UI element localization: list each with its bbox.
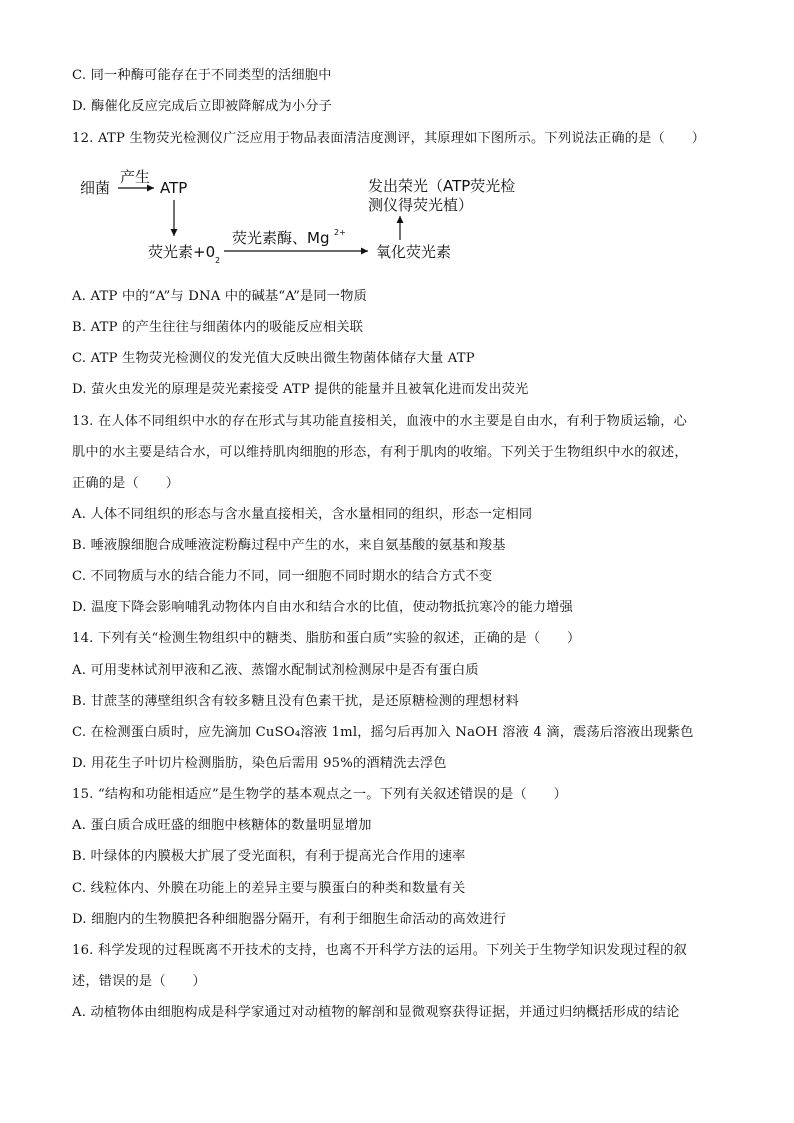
q12-option-b: B. ATP 的产生往往与细菌体内的吸能反应相关联 — [72, 320, 364, 335]
atp-luciferase-diagram — [72, 160, 632, 270]
q13-option-d: D. 温度下降会影响哺乳动物体内自由水和结合水的比值，使动物抵抗寒冷的能力增强 — [72, 600, 574, 615]
q16-option-a: A. 动植物体由细胞构成是科学家通过对动植物的解剖和显微观察获得证据，并通过归纳概括形成的结论 — [72, 1005, 680, 1020]
q13-stem-line1: 13. 在人体不同组织中水的存在形式与其功能直接相关，血液中的水主要是自由水，有利于物质运输，心 — [72, 414, 688, 429]
diagram-oxidized: 氧化荧光素 — [376, 243, 452, 261]
q14-stem: 14. 下列有关“检测生物组织中的糖类、脂肪和蛋白质”实验的叙述，正确的是（ ） — [72, 631, 581, 646]
q14-option-d: D. 用花生子叶切片检测脂肪，染色后需用 95%的酒精洗去浮色 — [72, 756, 447, 771]
q12-option-c: C. ATP 生物荧光检测仪的发光值大反映出微生物菌体储存大量 ATP — [72, 351, 475, 366]
q13-option-b: B. 唾液腺细胞合成唾液淀粉酶过程中产生的水，来自氨基酸的氨基和羧基 — [72, 538, 506, 553]
q13-option-a: A. 人体不同组织的形态与含水量直接相关，含水量相同的组织，形态一定相同 — [72, 507, 533, 522]
diagram-atp: ATP — [160, 179, 188, 197]
q15-option-c: C. 线粒体内、外膜在功能上的差异主要与膜蛋白的种类和数量有关 — [72, 881, 466, 896]
diagram-mg-sup: 2+ — [334, 228, 346, 237]
diagram-produce: 产生 — [120, 168, 151, 186]
q13-stem-line2: 肌中的水主要是结合水，可以维持肌肉细胞的形态，有利于肌肉的收缩。下列关于生物组织中水的叙述， — [72, 445, 688, 460]
diagram-luciferin: 荧光素+0 — [148, 243, 216, 261]
q15-option-b: B. 叶绿体的内膜极大扩展了受光面积，有利于提高光合作用的速率 — [72, 849, 466, 864]
q11-option-c: C. 同一种酶可能存在于不同类型的活细胞中 — [72, 68, 332, 83]
q15-stem: 15. “结构和功能相适应”是生物学的基本观点之一。下列有关叙述错误的是（ ） — [72, 787, 568, 802]
diagram-o2-sub: 2 — [215, 256, 221, 265]
q15-option-d: D. 细胞内的生物膜把各种细胞器分隔开，有利于细胞生命活动的高效进行 — [72, 912, 507, 927]
diagram-bacteria: 细菌 — [80, 179, 111, 197]
q13-option-c: C. 不同物质与水的结合能力不同，同一细胞不同时期水的结合方式不变 — [72, 569, 493, 584]
q12-option-a: A. ATP 中的“A”与 DNA 中的碱基“A”是同一物质 — [72, 289, 367, 304]
q14-option-b: B. 甘蔗茎的薄壁组织含有较多糖且没有色素干扰，是还原糖检测的理想材料 — [72, 694, 520, 709]
diagram-enzyme: 荧光素酶、Mg — [232, 229, 330, 247]
q12-stem: 12. ATP 生物荧光检测仪广泛应用于物品表面清洁度测评，其原理如下图所示。下列说法正确的是（ ） — [72, 131, 706, 146]
diagram-emit-line2: 测仪得荧光植） — [368, 196, 474, 214]
q14-option-c: C. 在检测蛋白质时，应先滴加 CuSO₄溶液 1ml，摇匀后再加入 NaOH 溶液 4 滴，震荡后溶液出现紫色 — [72, 725, 694, 740]
q12-option-d: D. 萤火虫发光的原理是荧光素接受 ATP 提供的能量并且被氧化进而发出荧光 — [72, 382, 529, 397]
q11-option-d: D. 酶催化反应完成后立即被降解成为小分子 — [72, 99, 333, 114]
diagram-emit-line1: 发出荣光（ATP荧光检 — [368, 177, 516, 195]
q14-option-a: A. 可用斐林试剂甲液和乙液、蒸馏水配制试剂检测尿中是否有蛋白质 — [72, 663, 479, 678]
q13-stem-line3: 正确的是（ ） — [72, 476, 180, 491]
q15-option-a: A. 蛋白质合成旺盛的细胞中核糖体的数量明显增加 — [72, 818, 372, 833]
q16-stem-line2: 述，错误的是（ ） — [72, 974, 206, 989]
q16-stem-line1: 16. 科学发现的过程既离不开技术的支持，也离不开科学方法的运用。下列关于生物学知识发现过程的叙 — [72, 943, 688, 958]
